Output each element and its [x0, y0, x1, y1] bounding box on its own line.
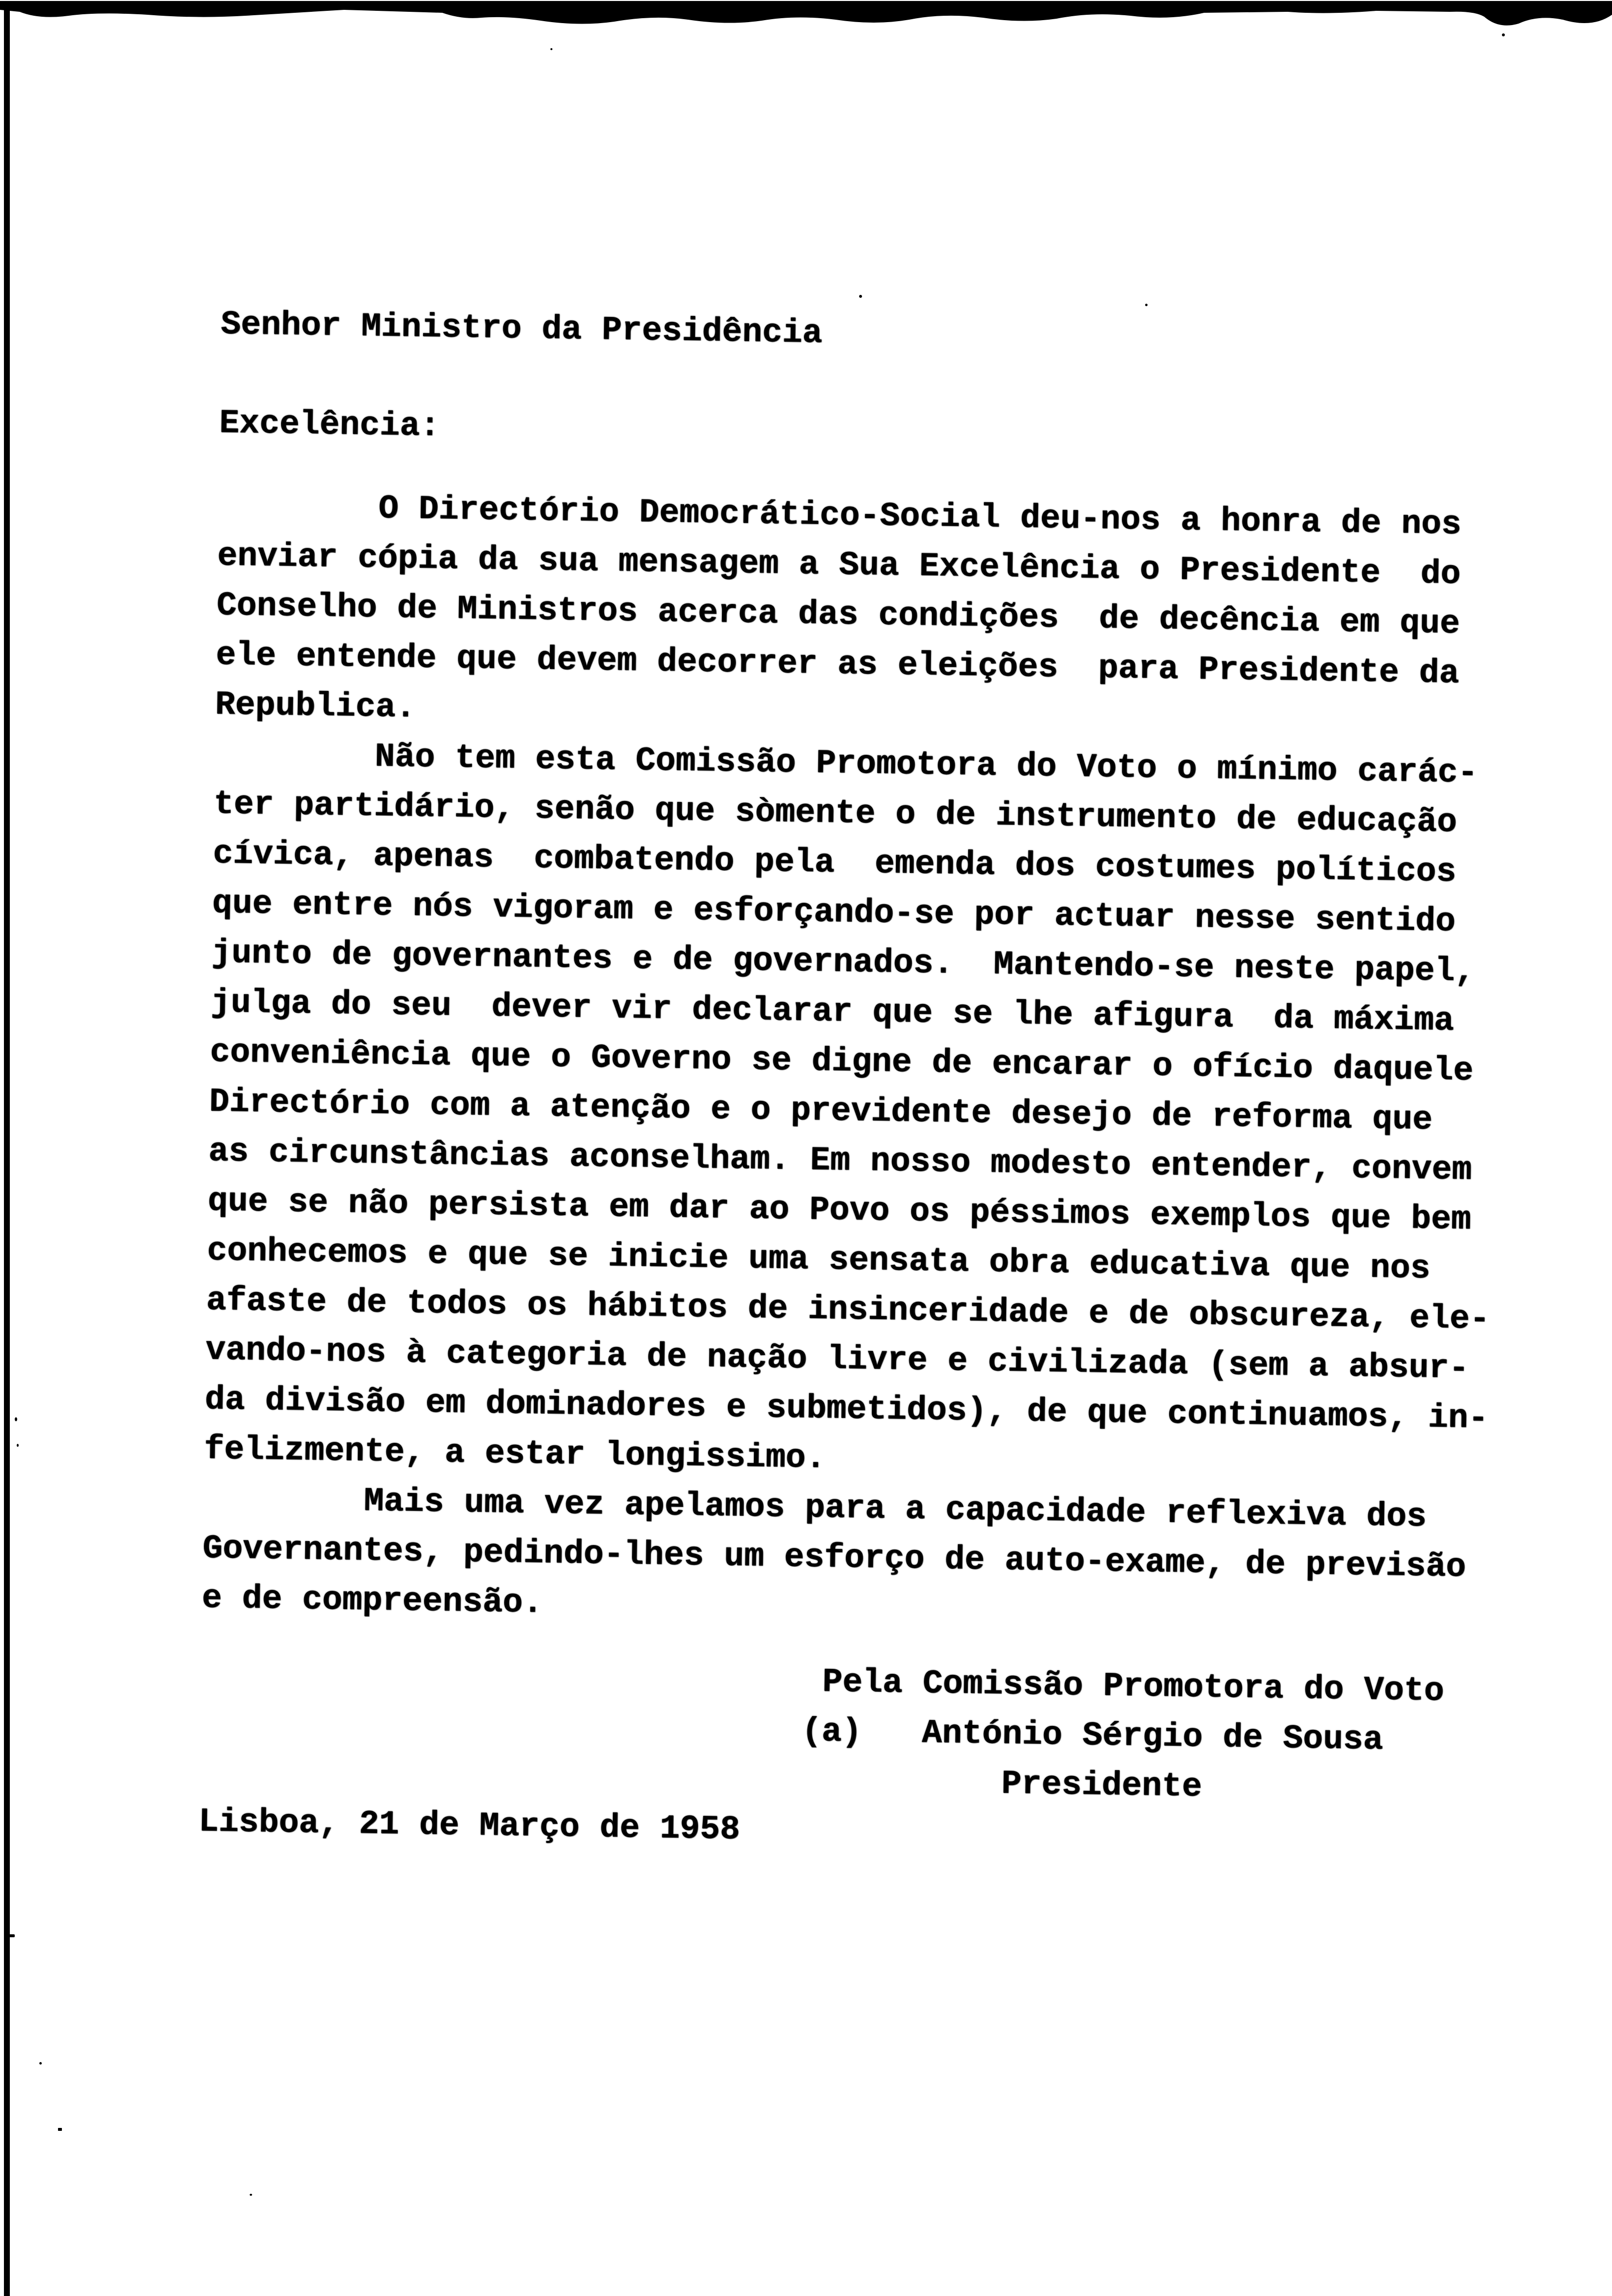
- scan-speck: [39, 2062, 42, 2065]
- scan-speck: [58, 2128, 62, 2131]
- signature-name-line: (a) António Sérgio de Sousa: [200, 1703, 1383, 1759]
- letter-body-line: enviar cópia da sua mensagem a Sua Excelência o Presidente do: [217, 537, 1461, 594]
- scan-speck: [550, 48, 552, 50]
- scan-speck: [1145, 304, 1148, 306]
- letter-body-line: ter partidário, senão que sòmente o de instrumento de educação: [213, 785, 1458, 842]
- letter-body-line: que entre nós vigoram e esforçando-se por actuar nesse sentido: [212, 884, 1456, 941]
- scan-speck: [17, 1444, 19, 1447]
- letter-body-line: conhecemos e que se inicie uma sensata obra educativa que nos: [206, 1232, 1431, 1288]
- letter-body: [198, 300, 1504, 1866]
- letter-body-line: afaste de todos os hábitos de insinceridade e de obscureza, ele-: [206, 1281, 1490, 1339]
- scan-speck: [7, 1934, 15, 1937]
- letter-body-line: felizmente, a estar longissimo.: [203, 1430, 826, 1478]
- scan-speck: [1502, 33, 1505, 36]
- scan-speck: [859, 295, 862, 298]
- letter-body-line: Governantes, pedindo-lhes um esforço de auto-exame, de previsão: [202, 1529, 1467, 1586]
- letter-body-line: que se não persista em dar ao Povo os péssimos exemplos que bem: [207, 1182, 1471, 1239]
- letter-heading: Senhor Ministro da Presidência: [220, 305, 823, 353]
- letter-body-line: vando-nos à categoria de nação livre e civilizada (sem a absur-: [205, 1331, 1469, 1388]
- letter-body-line: ele entende que devem decorrer as eleições para Presidente da: [215, 636, 1460, 693]
- letter-body-line: cívica, apenas combatendo pela emenda dos costumes políticos: [212, 834, 1457, 891]
- letter-body-line: junto de governantes e de governados. Mantendo-se neste papel,: [211, 934, 1475, 991]
- letter-body-line: O Directório Democrático-Social deu-nos a honra de nos: [218, 487, 1462, 544]
- letter-body-line: e de compreensão.: [202, 1579, 544, 1622]
- signature-title-line: Presidente: [199, 1753, 1203, 1806]
- letter-body-line: Mais uma vez apelamos para a capacidade reflexiva dos: [203, 1480, 1427, 1536]
- letter-body-line: Republica.: [215, 686, 416, 727]
- letter-body-line: as circunstâncias aconselham. Em nosso modesto entender, convem: [208, 1132, 1472, 1189]
- scan-top-edge-artifact: [0, 0, 1612, 34]
- scan-speck: [15, 1417, 17, 1421]
- letter-body-line: Directório com a atenção e o previdente desejo de reforma que: [209, 1083, 1433, 1139]
- letter-dateline: Lisboa, 21 de Março de 1958: [198, 1803, 741, 1849]
- letter-body-line: Não tem esta Comissão Promotora do Voto o mínimo carác-: [214, 735, 1478, 793]
- letter-body-line: conveniência que o Governo se digne de encarar o ofício daquele: [209, 1033, 1474, 1090]
- scan-left-edge-line: [4, 2, 10, 2296]
- letter-salutation: Excelência:: [219, 404, 440, 446]
- letter-body-line: julga do seu dever vir declarar que se lhe afigura da máxima: [210, 983, 1455, 1040]
- letter-body-line: Conselho de Ministros acerca das condições de decência em que: [216, 586, 1461, 643]
- signature-org-line: Pela Comissão Promotora do Voto: [200, 1654, 1444, 1711]
- scan-speck: [250, 2194, 252, 2196]
- letter-body-line: da divisão em dominadores e submetidos), de que continuamos, in-: [204, 1380, 1489, 1438]
